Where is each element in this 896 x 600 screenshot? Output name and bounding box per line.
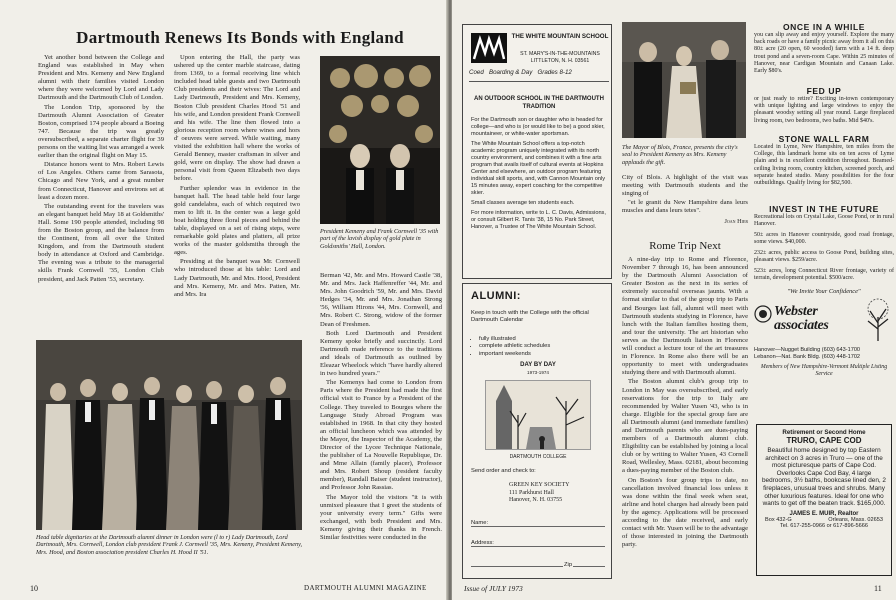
calendar-intro: Keep in touch with the College with the official Dartmouth Calendar [471, 310, 589, 324]
order-society: GREEN KEY SOCIETY [509, 482, 570, 488]
zip-field[interactable]: Zip [564, 562, 573, 568]
gold-plate-photo [320, 56, 440, 224]
truro-town: Orleans, Mass. 02653 [828, 516, 883, 523]
school-body-paragraph: For more information, write to L. C. Davis, Admissions, or consult Gilbert R. Tanis '38, 15 No. Park Street, Hanover, a Trustee of The White Mountain School. [471, 210, 606, 230]
webster-members: Members of New Hampshire-Vermont Multiple Listing Service [760, 364, 888, 378]
divider [469, 81, 609, 82]
rome-article [622, 256, 748, 576]
truro-title-2: TRURO, CAPE COD [786, 436, 862, 445]
blois-byline: Joan Hier [724, 218, 748, 225]
webster-seal-icon [754, 305, 772, 323]
article-paragraph: The Mayor told the visitors "it is with unmixed pleasure that I greet the students of your university every term." Gifts were exchanged, with both President and Mrs. Kemeny giving their thanks in French. Similar festivities were conducted in the [320, 493, 442, 541]
truro-cape-cod-ad [756, 424, 892, 576]
right-page-number: 11 [874, 584, 882, 593]
list-item: • complete athletic schedules [479, 343, 605, 350]
blois-paragraph: City of Blois. A highlight of the visit was meeting with Dartmouth students and the singing of [622, 174, 748, 198]
issue-date: Issue of JULY 1973 [464, 584, 523, 593]
school-tagline: Coed Boarding & Day Grades 8-12 [469, 69, 572, 76]
calendar-title: DAY BY DAY [520, 362, 556, 368]
list-item: • fully illustrated [479, 336, 605, 343]
truro-box: Box 432-G [765, 516, 792, 523]
article-paragraph: Distance honors went to Mrs. Robert Lewis of Los Angeles. Others came from Sarasota, Chicago and New York, and a great number from Connecticut, Hanover and environs set at least a dozen more. [38, 161, 164, 201]
listing-title: ONCE IN A WHILE [782, 22, 866, 32]
school-body [471, 117, 607, 231]
head-table-photo [36, 340, 302, 530]
article-headline: Dartmouth Renews Its Bonds with England [76, 28, 404, 47]
article-paragraph: The London Trip, sponsored by the Dartmouth Alumni Association of Greater Boston, comprised 174 people aboard a Boeing 747. Because the trip was greatly oversubscribed, a separate charter flight for 39 persons on the waiting list was arranged a week earlier than the original flight on May 15. [38, 103, 164, 160]
listing-text: Located in Lyme, New Hampshire, ten miles from the College, this landmark home sits on ten acres of Lyme plain and is in excellent condition throughout. Beamed-ceiling living room, country kitchen, screened porch, and separate heated studio. Many possibilities for the four outbuildings. Qualify living for $82,500. [754, 144, 894, 187]
blois-text [622, 174, 748, 215]
blois-caption: The Mayor of Blois, France, presents the city's seal to President Kemeny as Mrs. Kemeny applauds the gift. [622, 144, 738, 166]
calendar-year: 1973-1974 [527, 370, 549, 375]
article-paragraph: Upon entering the Hall, the party was ushered up the center marble staircase, dating from 1369, to a formal receiving line which included head table guests and two Dartmouth Club presidents and their wives: The Lord and Lady Dartmouth, President and Mrs. Kemeny, Boston Club president Charles Hood '51 and his wife, and London president Frank Cornwell and his wife. The line then flowed into a glorious reception room where wines and hors d' oeuvres were served. While waiting, many visited the exhibition hall where the works of Gerald Benney, master craftsman in silver and gold, were on display. The show had drawn a personal visit from Queen Elizabeth two days before. [174, 54, 300, 183]
article-paragraph: The Kemenys had come to London from Paris where the President had made the first official visit to France by a President of the College. They traveled to Bourges where the Language Study Abroad Program was established in 1968. In that city they hosted an official luncheon which was attended by the Mayor, the Inspector of the Academy, the Director of the Lycee Technique Nationale, the publisher of La Nouvelle Republique, Dr. and Mme Allain (family placer), Professor and Mrs. Robert Shoup (resident faculty member), Randall Baiser (student instructor), and Professor John Rassias. [320, 379, 442, 492]
right-page [452, 0, 896, 600]
webster-logo [754, 297, 894, 347]
school-body-paragraph: Small classes average ten students each. [471, 200, 575, 206]
school-heading: AN OUTDOOR SCHOOL IN THE DARTMOUTH TRADITION [474, 96, 604, 110]
listing-text: Recreational lots on Crystal Lake, Goose Pond, or in rural Hanover. [754, 214, 894, 228]
order-street: 111 Parkhurst Hall [509, 489, 554, 496]
webster-hanover: Hanover—Nugget Building (603) 643-1700 [754, 347, 861, 353]
article-column-2 [174, 54, 300, 330]
dartmouth-calendar-ad [462, 283, 612, 579]
order-address [509, 482, 605, 505]
magazine-name: DARTMOUTH ALUMNI MAGAZINE [304, 584, 427, 592]
calendar-cover-photo [485, 380, 591, 450]
webster-motto: "We Invite Your Confidence" [787, 288, 861, 295]
rome-paragraph: A nine-day trip to Rome and Florence, November 7 through 16, has been announced by the Dartmouth Alumni Association of Greater Boston as the next in its series of extremely successful overseas jaunts. With a format similar to that of the group trip to Paris and Bourges last fall, alumni will meet with Dartmouth students studying in Florence, have lunch with the Italian families hosting them, and tour the university. The art historian who serves as the Dartmouth liaison in Florence will conduct a lecture tour of the art treasures in Florence. In Rome also there will be an opportunity to meet with undergraduates studying there and with Dartmouth alumni. [622, 256, 748, 377]
listing-text: or just ready to retire? Exciting in-town contemporary with unique lighting and large windows to enjoy the pleasant woodsy setting all year round. Large fireplaced living room, two bedrooms, two baths. Mid $40's. [754, 96, 894, 124]
webster-logo-text: Webster associates [774, 304, 829, 333]
listing-title: FED UP [806, 86, 842, 96]
listing-title: INVEST IN THE FUTURE [769, 204, 879, 214]
calendar-features [479, 336, 605, 358]
order-instructions: Send order and check to: [471, 468, 536, 474]
article-paragraph: The outstanding event for the travelers was an elegant banquet held May 18 at Goldsmiths' Hall. Some 190 people attended, including 98 from the Boston group, and the balance from the Continent, from all over the United Kingdom, and from the Dartmouth student body in attendance at Oxford and Cambridge. The evening was a tribute to the managerial skills Frank Cornwell '35, London Club president, and Jack Patten '53, secretary. [38, 202, 164, 283]
webster-associates-ad [754, 22, 894, 418]
article-column-1 [38, 54, 164, 350]
school-body-paragraph: For the Dartmouth son or daughter who is headed for college—and who is (or would like to be) a good skier, mountaineer, or white-water sportsman. [471, 117, 605, 137]
land-listing: 523± acres, long Connecticut River frontage, variety of terrain, development potential. $500/acre. [754, 268, 894, 282]
rome-paragraph: On Boston's four group trips to date, no cancellation involved financial loss unless it was done within the final week when seat, airline and hotel charges had already been paid by the agency. Applications will be processed according to the date received, and early contact with Mr. Yusen will be to the advantage of those interested in joining the Dartmouth party. [622, 476, 748, 549]
webster-lebanon: Lebanon—Nat. Bank Bldg. (603) 448-1702 [754, 354, 861, 361]
school-body-paragraph: The White Mountain School offers a top-notch academic program uniquely integrated with its north country environment, and combines it with a fine arts program that avails itself of cultural events at Hopkins Center and elsewhere, an outdoor program featuring individual skill sports, and, with Cannon Mountain only 15 minutes away, expert coaching for the competitive skier. [471, 141, 606, 196]
calendar-photo-label: DARTMOUTH COLLEGE [509, 454, 567, 460]
order-city: Hanover, N. H. 03755 [509, 497, 563, 504]
land-listing: 50± acres in Hanover countryside, good road frontage, some views. $40,000. [754, 232, 894, 246]
listing-title: STONE WALL FARM [778, 134, 870, 144]
head-table-caption: Head table dignitaries at the Dartmouth alumni dinner in London were (l to r) Lady Dartmouth, Lord Dartmouth, Mrs. Cornwell, London club president Frank J. Cornwell '35, Mrs. Kemeny, President Kemeny, Mrs. Hood, and Boston association president Charles H. Hood II '51. [36, 534, 303, 556]
article-paragraph: Berman '42, Mr. and Mrs. Howard Castle '38, Mr. and Mrs. Jack Haffenreffer '44, Mr. and Mrs. John Goodrich '59, Mr. and Mrs. David Hedges '34, Mr. and Mrs. Jonathan Strong '56, William Hirons '44, Mrs. Cornwell, and Mrs. Robert C. Strong, widow of the former Dean of Freshmen. [320, 272, 442, 328]
list-item: • important weekends [479, 351, 605, 358]
blois-quote: "et le granit du New Hampshire dans leurs muscles and dans leurs tetes". [622, 199, 748, 215]
school-address: ST. MARY'S-IN-THE-MOUNTAINS LITTLETON, N. H. 03561 [520, 51, 600, 64]
article-paragraph: Yet another bond between the College and England was established in May when President and Mrs. Kemeny and New England alumni with their families visited London where they were welcomed by Lord and Lady Dartmouth and the Dartmouth Club of London. [38, 54, 164, 102]
truro-title-1: Retirement or Second Home [782, 429, 866, 436]
article-paragraph: Further splendor was in evidence in the banquet hall. The head table held four large gold candelabra, each of which required two men to lift it. In the center was a large gold boat holding three floral pieces and behind the table, displayed on a set of rising steps, were remarkable gold plates and platters, all prize works of the master goldsmiths through the ages. [174, 184, 300, 257]
truro-agent: JAMES E. MUIR, Realtor [789, 510, 859, 517]
article-paragraph: Presiding at the banquet was Mr. Cornwell who introduced those at his table: Lord and Lady Dartmouth, Mr. and Mrs. Hood, President and Mrs. Kemeny, Mr. and Mrs. Patten, Mr. and Mrs. Ira [174, 258, 300, 298]
rome-title: Rome Trip Next [649, 240, 721, 252]
white-mountain-school-ad [462, 24, 612, 279]
article-column-3 [320, 272, 442, 594]
address-field[interactable]: Address: [471, 540, 605, 547]
gold-plate-caption: President Kemeny and Frank Cornwell '35 with part of the lavish display of gold plate in Goldsmiths' Hall, London. [320, 228, 439, 250]
article-paragraph: Both Lord Dartmouth and President Kemeny spoke briefly and succinctly. Lord Dartmouth made reference to the traditions and ideals of Dartmouth as outlined by Eleazar Wheelock which "have hardly altered in two hundred years." [320, 329, 442, 378]
blois-photo [622, 22, 746, 138]
land-listing: 232± acres, public access to Goose Pond, building sites, pleasant views. $259/acre. [754, 250, 894, 264]
listing-text: you can slip away and enjoy yourself. Explore the many back roads or have a family picnic away from it all on this 80± acre (20 open, 60 wooded) farm with a 14 ft. deep trout pond and a seven-room Cape. Within 25 minutes of Hanover, near Cardigan Mountain and Canaan Lake. Early $80's. [754, 32, 894, 75]
left-page-number: 10 [30, 584, 38, 593]
calendar-heading: ALUMNI: [471, 290, 521, 302]
name-field[interactable]: Name: [471, 520, 605, 527]
rome-paragraph: The Boston alumni club's group trip to London in May was oversubscribed, and early reservations for the trip to Italy are recommended by Walter Yusen '43, who is in charge. Eligible for the special group fare are all Dartmouth alumni (and immediate families) and Dartmouth parents who are dues-paying members of a Dartmouth alumni club. Eligibility can be established by joining a local club or by writing to Walter Yusen, 43 Cornell Road, Wellesley, Mass. 02181, about becoming a dues-paying member of the Boston club. [622, 378, 748, 475]
truro-phone: Tel. 617-255-0966 or 617-896-5666 [779, 522, 868, 529]
school-name: THE WHITE MOUNTAIN SCHOOL [511, 33, 609, 40]
address-line[interactable] [471, 566, 605, 567]
school-logo-icon [471, 33, 507, 63]
truro-description: Beautiful home designed by top Eastern architect on 3 acres in Truro — one of the most picturesque parts of Cape Cod. Overlooks Cape Cod Bay, 4 large bedrooms, 3½ baths, bookcase lined den, 2 fireplaces, unusual trees and shrubs. Many other luxurious features. Ideal for one who wants to get off the beaten track. $165,000. [762, 447, 886, 508]
